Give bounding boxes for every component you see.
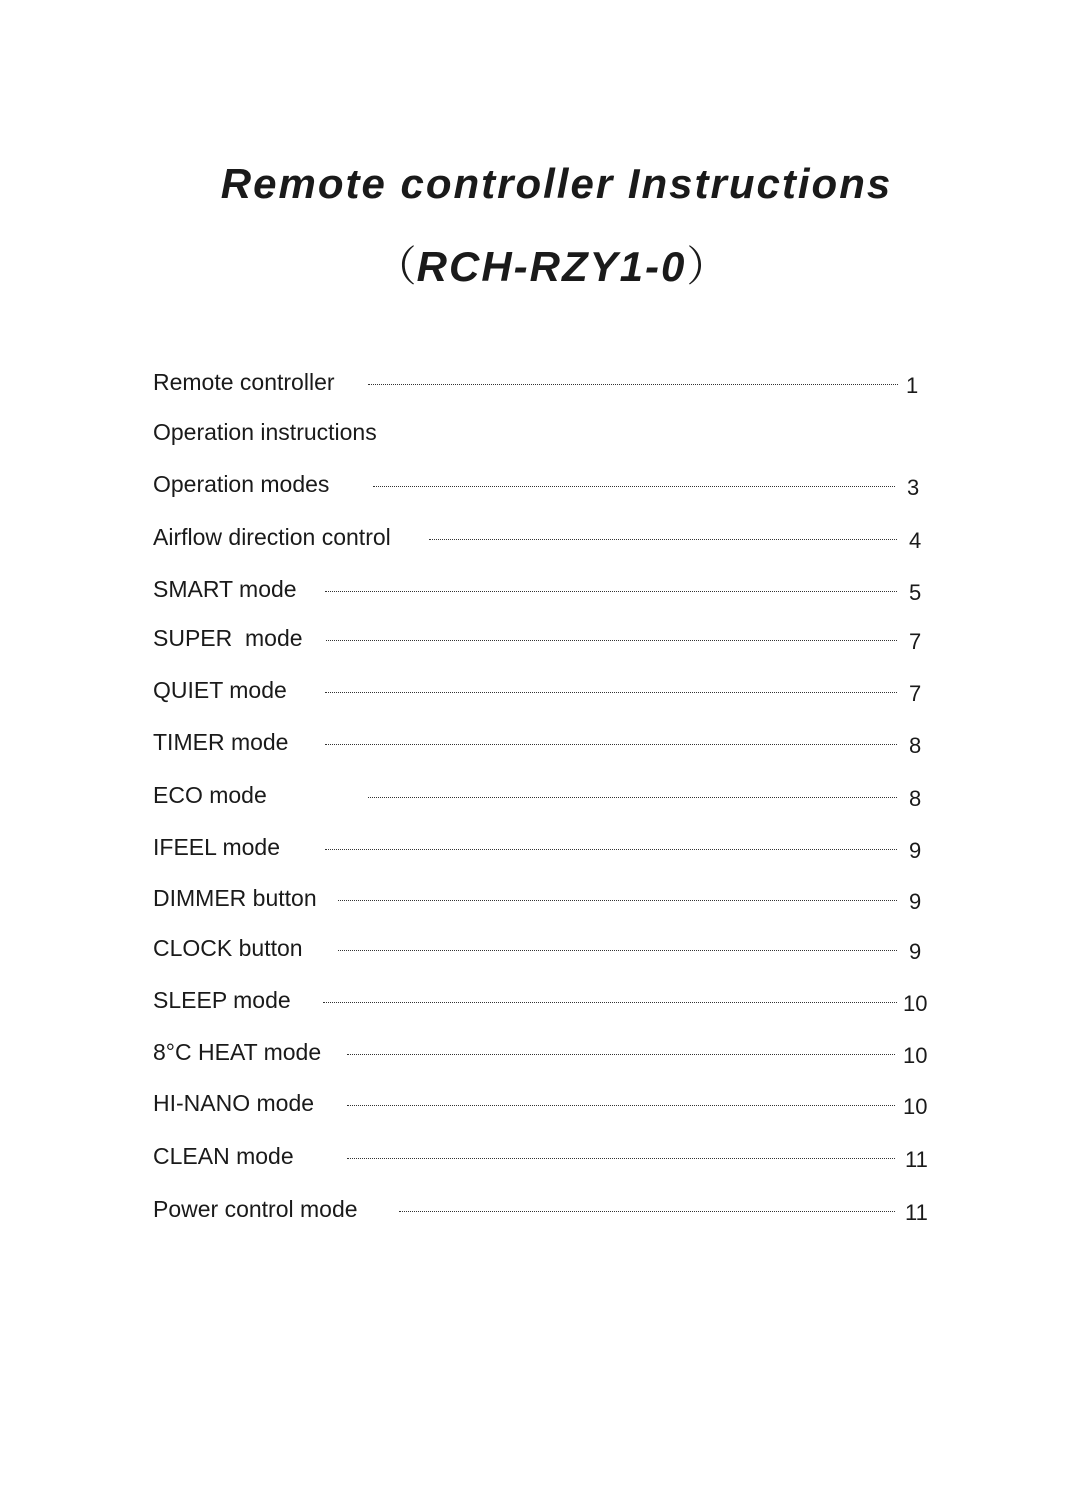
toc-label: CLOCK button: [153, 935, 303, 961]
toc-leader: [347, 1054, 895, 1055]
toc-label: IFEEL mode: [153, 834, 280, 860]
toc-entry-sleep-mode[interactable]: [153, 987, 933, 1017]
toc-label: QUIET mode: [153, 677, 287, 703]
toc-leader: [429, 539, 897, 540]
toc-entry-smart-mode[interactable]: [153, 576, 933, 606]
toc-entry-super-mode[interactable]: [153, 625, 933, 655]
toc-leader: [399, 1211, 895, 1212]
open-paren: （: [374, 243, 417, 290]
toc-page-number: 7: [909, 629, 922, 654]
toc-page-number: 5: [909, 580, 922, 605]
toc-entry-hi-nano-mode[interactable]: [153, 1090, 933, 1120]
toc-leader: [325, 591, 897, 592]
model-code: RCH-RZY1-0: [416, 243, 687, 290]
toc-entry-operation-instructions[interactable]: [153, 419, 933, 449]
toc-label: Power control mode: [153, 1196, 358, 1222]
toc-page-number: 10: [903, 991, 928, 1016]
toc-page-number: 1: [906, 373, 919, 398]
toc-entry-clean-mode[interactable]: [153, 1143, 933, 1173]
toc-label: HI-NANO mode: [153, 1090, 315, 1116]
toc-entry-power-control-mode[interactable]: [153, 1196, 933, 1226]
toc-leader: [373, 486, 895, 487]
toc-label: SUPER mode: [153, 625, 303, 651]
toc-entry-ifeel-mode[interactable]: [153, 834, 933, 864]
toc-page-number: 9: [909, 889, 922, 914]
model-number: [0, 234, 1083, 294]
toc-label: Operation instructions: [153, 419, 377, 445]
toc-page-number: 9: [909, 939, 922, 964]
toc-leader: [326, 640, 897, 641]
toc-label: SMART mode: [153, 576, 297, 602]
toc-page-number: 11: [905, 1200, 928, 1225]
toc-leader: [323, 1002, 897, 1003]
toc-entry-eco-mode[interactable]: [153, 782, 933, 812]
toc-entry-clock-button[interactable]: [153, 935, 933, 965]
document-title: Remote controller Instructions: [220, 160, 893, 207]
toc-leader: [347, 1105, 895, 1106]
toc-entry-dimmer-button[interactable]: [153, 885, 933, 915]
toc-page-number: 4: [909, 528, 922, 553]
toc-page-number: 8: [909, 786, 922, 811]
toc-leader: [338, 900, 897, 901]
toc-leader: [325, 692, 897, 693]
toc-label: TIMER mode: [153, 729, 289, 755]
toc-entry-operation-modes[interactable]: [153, 471, 933, 501]
toc-label: ECO mode: [153, 782, 267, 808]
toc-leader: [368, 384, 898, 385]
toc-page-number: 8: [909, 733, 922, 758]
toc-leader: [347, 1158, 895, 1159]
toc-leader: [325, 744, 897, 745]
toc-page-number: 10: [903, 1094, 928, 1119]
toc-entry-quiet-mode[interactable]: [153, 677, 933, 707]
toc-entry-remote-controller[interactable]: [153, 369, 933, 399]
toc-label: CLEAN mode: [153, 1143, 294, 1169]
toc-page-number: 10: [903, 1043, 928, 1068]
toc-page-number: 11: [905, 1147, 928, 1172]
toc-page-number: 9: [909, 838, 922, 863]
close-paren: ）: [686, 243, 729, 290]
toc-label: Operation modes: [153, 471, 330, 497]
toc-leader: [368, 797, 897, 798]
toc-label: DIMMER button: [153, 885, 317, 911]
toc-page-number: 7: [909, 681, 922, 706]
toc-page-number: 3: [907, 475, 920, 500]
toc-entry-airflow-direction-control[interactable]: [153, 524, 933, 554]
toc-label: SLEEP mode: [153, 987, 291, 1013]
toc-entry-8c-heat-mode[interactable]: [153, 1039, 933, 1069]
toc-entry-timer-mode[interactable]: [153, 729, 933, 759]
toc-label: Airflow direction control: [153, 524, 391, 550]
toc-leader: [325, 849, 897, 850]
toc-label: 8°C HEAT mode: [153, 1039, 322, 1065]
toc-leader: [338, 950, 897, 951]
toc-label: Remote controller: [153, 369, 335, 395]
